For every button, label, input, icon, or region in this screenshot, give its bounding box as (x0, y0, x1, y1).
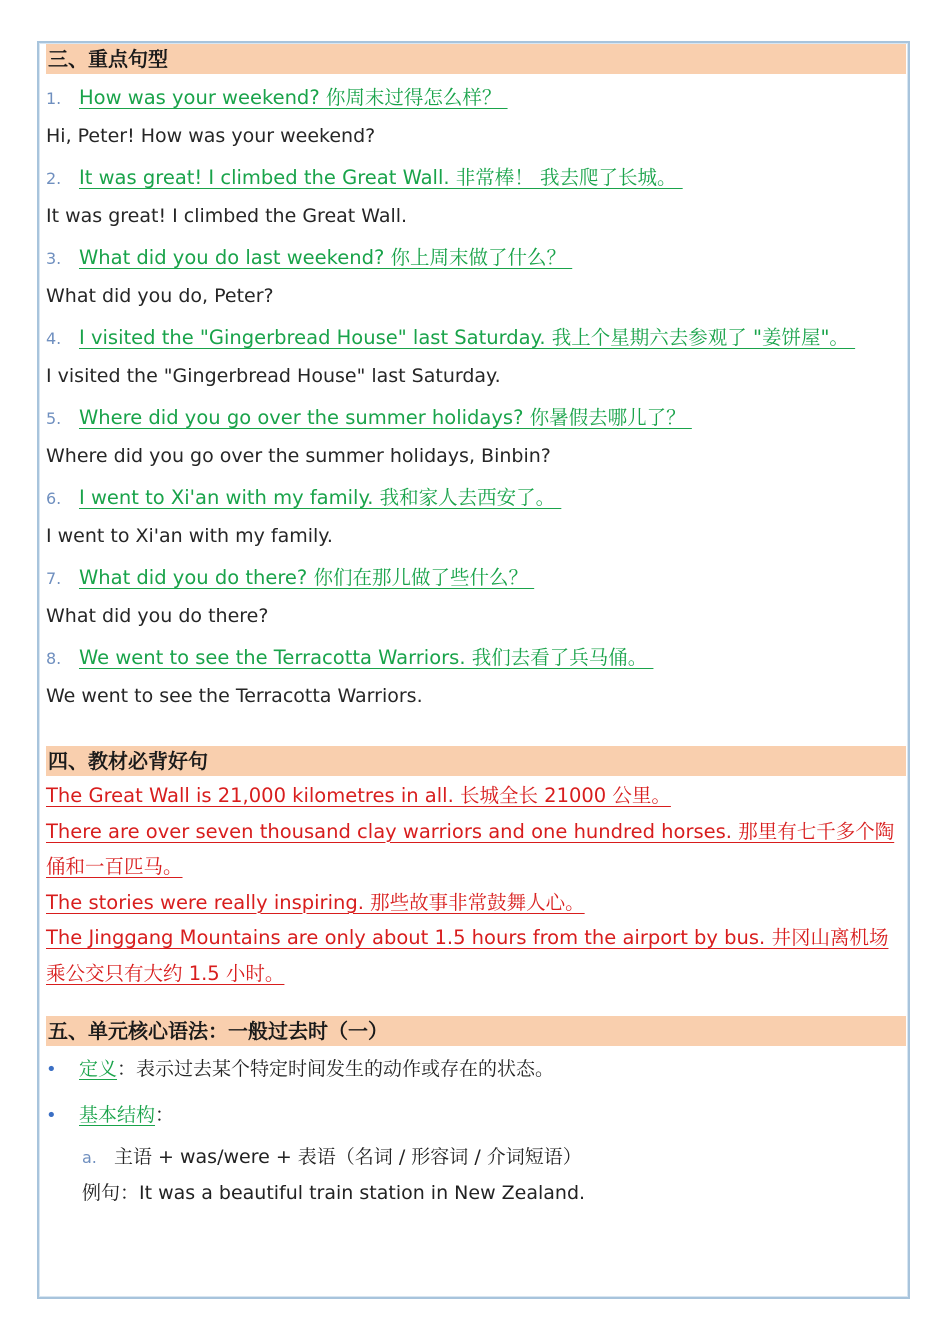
question-text: It was great! I climbed the Great Wall. 非常棒！ 我去爬了长城。 (79, 166, 683, 189)
bullet-icon: • (46, 1105, 57, 1126)
answer-text: What did you do, Peter? (46, 285, 274, 307)
structure-formula-row (46, 1138, 906, 1176)
example-sentence: 例句：It was a beautiful train station in New Zealand. (82, 1182, 586, 1204)
question-number: 6. (46, 489, 62, 508)
answer-text: It was great! I climbed the Great Wall. (46, 205, 408, 227)
section-4-header: 四、教材必背好句 (46, 746, 906, 776)
question-number: 8. (46, 649, 62, 668)
key-sentence-line: The Great Wall is 21,000 kilometres in all. 长城全长 21000 公里。 (46, 784, 671, 807)
question-text: We went to see the Terracotta Warriors. 我们去看了兵马俑。 (79, 646, 654, 669)
section-3-header: 三、重点句型 (46, 44, 906, 74)
question-row-8 (46, 642, 906, 678)
key-sentence-line: There are over seven thousand clay warriors and one hundred horses. 那里有七千多个陶 (46, 819, 895, 843)
question-number: 1. (46, 89, 62, 108)
answer-text: I went to Xi'an with my family. (46, 525, 333, 547)
question-row-4 (46, 322, 906, 358)
section-5-body (46, 1046, 906, 1210)
question-text: What did you do last weekend? 你上周末做了什么？ (79, 246, 573, 269)
question-number: 5. (46, 409, 62, 428)
question-text: I went to Xi'an with my family. 我和家人去西安了。 (79, 486, 562, 509)
answer-text: What did you do there? (46, 605, 269, 627)
document-content (46, 44, 906, 1210)
definition-label: 定义 (79, 1058, 118, 1080)
definition-row (46, 1046, 906, 1092)
structure-colon: ： (155, 1104, 175, 1126)
question-text: I visited the "Gingerbread House" last Saturday. 我上个星期六去参观了 "姜饼屋"。 (79, 326, 856, 349)
structure-row (46, 1092, 906, 1138)
question-number: 7. (46, 569, 62, 588)
answer-text: We went to see the Terracotta Warriors. (46, 685, 423, 707)
question-row-7 (46, 562, 906, 598)
question-row-3 (46, 242, 906, 278)
key-sentence-line: The Jinggang Mountains are only about 1.5 hours from the airport by bus. 井冈山离机场 (46, 926, 889, 949)
question-row-6 (46, 482, 906, 518)
structure-formula: 主语 + was/were + 表语（名词 / 形容词 / 介词短语） (114, 1146, 582, 1168)
answer-text: I visited the "Gingerbread House" last Saturday. (46, 365, 501, 387)
question-text: What did you do there? 你们在那儿做了些什么？ (79, 566, 535, 589)
bullet-icon: • (46, 1059, 57, 1080)
question-text: How was your weekend? 你周末过得怎么样？ (79, 86, 508, 109)
section-5-header: 五、单元核心语法：一般过去时（一） (46, 1016, 906, 1046)
question-row-1 (46, 82, 906, 118)
question-row-2 (46, 162, 906, 198)
key-sentence-line: 乘公交只有大约 1.5 小时。 (46, 961, 285, 985)
answer-text: Where did you go over the summer holidays, Binbin? (46, 445, 551, 467)
question-number: 2. (46, 169, 62, 188)
question-number: 3. (46, 249, 62, 268)
question-text: Where did you go over the summer holidays? 你暑假去哪儿了？ (79, 406, 692, 429)
question-row-5 (46, 402, 906, 438)
section-4-sentences (46, 778, 906, 991)
question-number: 4. (46, 329, 62, 348)
definition-text: ：表示过去某个特定时间发生的动作或存在的状态。 (117, 1058, 555, 1080)
key-sentence-line: 俑和一百匹马。 (46, 855, 183, 878)
answer-text: Hi, Peter! How was your weekend? (46, 125, 376, 147)
section-3-list (46, 82, 906, 722)
key-sentence-line: The stories were really inspiring. 那些故事非常鼓舞人心。 (46, 890, 585, 914)
structure-label: 基本结构 (79, 1104, 156, 1126)
sub-item-number: a. (82, 1148, 97, 1167)
